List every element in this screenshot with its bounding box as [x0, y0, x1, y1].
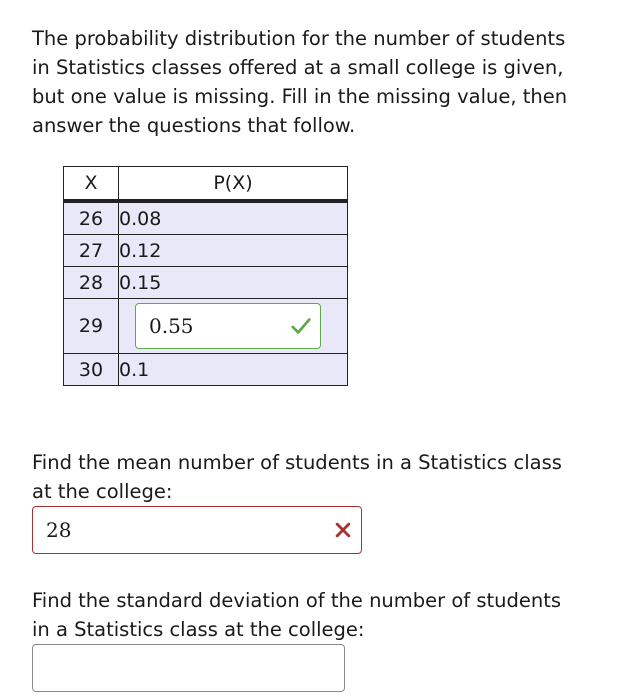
intro-line-2: in Statistics classes offered at a small college is given,: [32, 56, 564, 79]
question-mean: [32, 448, 592, 506]
cell-p-input-container: [119, 299, 348, 354]
table-row: [64, 267, 348, 299]
problem-intro: [32, 24, 592, 140]
table-row: [64, 235, 348, 267]
table-row: [64, 201, 348, 235]
cell-x: 27: [64, 235, 119, 267]
sd-answer-input[interactable]: [32, 644, 345, 692]
table-header-row: [64, 167, 348, 202]
cell-p: 0.15: [119, 267, 348, 299]
probability-table: [63, 166, 348, 386]
question-sd-line-2: in a Statistics class at the college:: [32, 618, 365, 641]
intro-line-3: but one value is missing. Fill in the missing value, then: [32, 85, 568, 108]
x-icon: [333, 520, 353, 540]
question-sd: [32, 586, 592, 644]
cell-x: 29: [64, 299, 119, 354]
cell-x: 30: [64, 354, 119, 386]
intro-line-1: The probability distribution for the number of students: [32, 27, 566, 50]
cell-x: 26: [64, 201, 119, 235]
cell-p: 0.1: [119, 354, 348, 386]
mean-answer-value: 28: [46, 518, 72, 542]
cell-p: 0.08: [119, 201, 348, 235]
missing-value-input[interactable]: [135, 303, 321, 349]
missing-value-text: 0.55: [149, 314, 194, 338]
table-row: [64, 354, 348, 386]
header-px: P(X): [119, 167, 348, 202]
intro-line-4: answer the questions that follow.: [32, 114, 356, 137]
cell-p: 0.12: [119, 235, 348, 267]
check-icon: [290, 315, 312, 337]
cell-x: 28: [64, 267, 119, 299]
question-mean-line-1: Find the mean number of students in a Statistics class: [32, 451, 562, 474]
table-row-input: [64, 299, 348, 354]
question-sd-line-1: Find the standard deviation of the number of students: [32, 589, 562, 612]
question-mean-line-2: at the college:: [32, 480, 173, 503]
mean-answer-input[interactable]: [32, 506, 362, 554]
header-x: X: [64, 167, 119, 202]
